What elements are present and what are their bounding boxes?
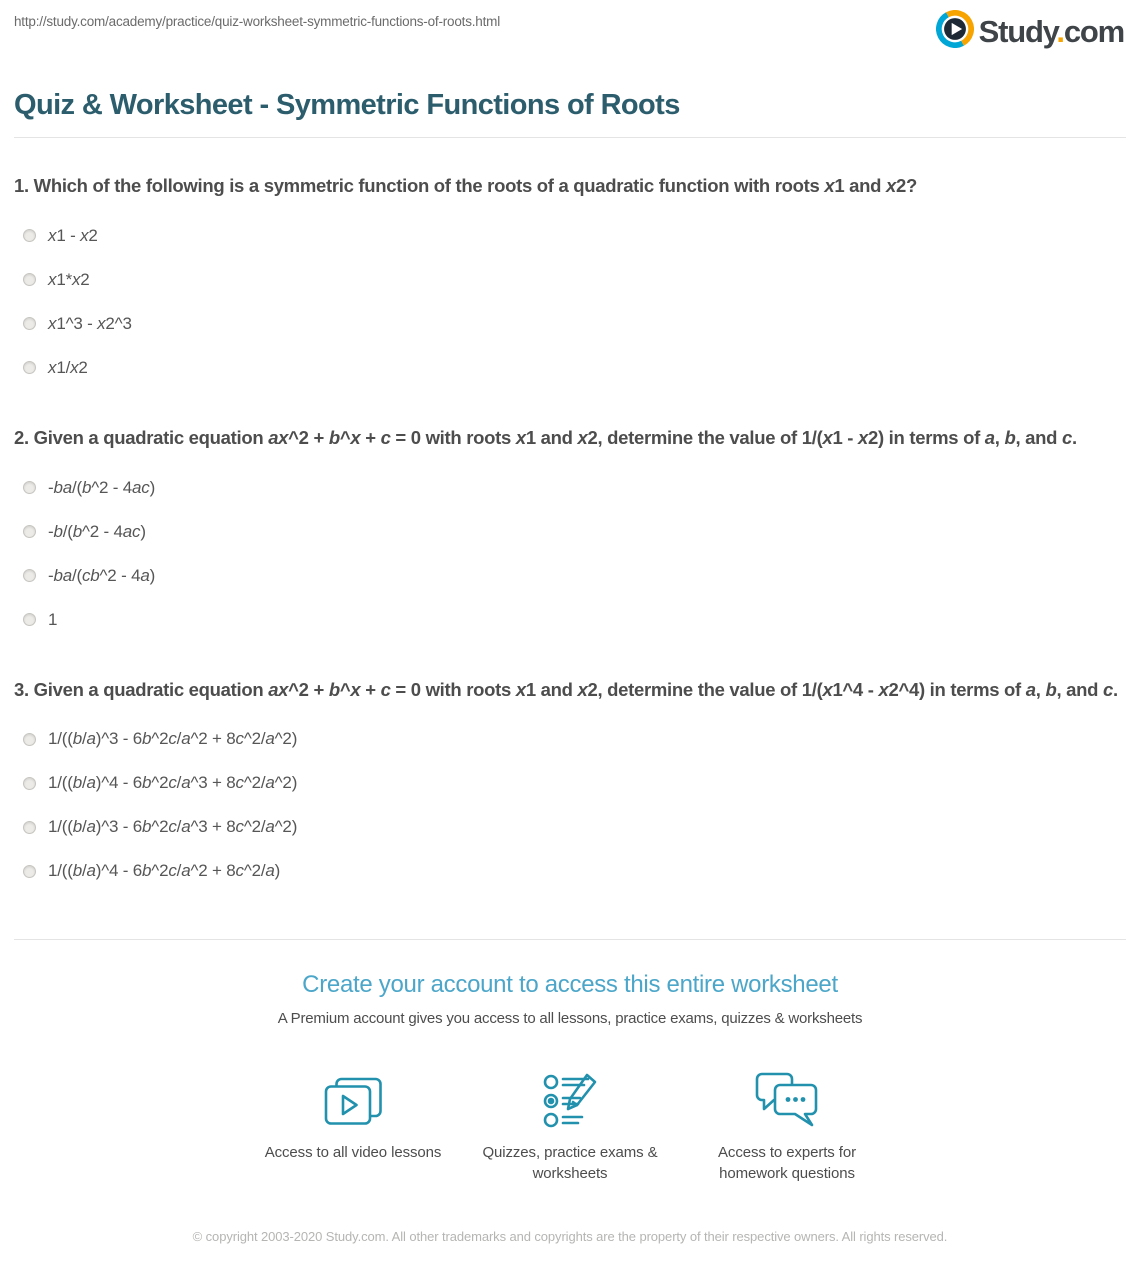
answer-option[interactable] — [23, 761, 1126, 805]
radio-button[interactable] — [23, 273, 36, 286]
chat-experts-icon — [755, 1071, 819, 1129]
answer-option[interactable] — [23, 849, 1126, 893]
studycom-logo[interactable] — [936, 10, 1124, 53]
answer-option-label: x1^3 - x2^3 — [48, 313, 132, 333]
answer-option-label: -ba/(cb^2 - 4a) — [48, 565, 156, 585]
radio-button[interactable] — [23, 481, 36, 494]
video-lessons-icon — [324, 1071, 382, 1129]
answer-option-label: 1/((b/a)^4 - 6b^2c/a^3 + 8c^2/a^2) — [48, 773, 298, 793]
answer-option[interactable] — [23, 258, 1126, 302]
answer-option[interactable] — [23, 466, 1126, 510]
answer-option[interactable] — [23, 598, 1126, 642]
radio-button[interactable] — [23, 317, 36, 330]
radio-button[interactable] — [23, 569, 36, 582]
answer-option[interactable] — [23, 554, 1126, 598]
radio-button[interactable] — [23, 361, 36, 374]
feature-video-lessons — [245, 1071, 462, 1184]
answer-option-label: 1/((b/a)^3 - 6b^2c/a^3 + 8c^2/a^2) — [48, 817, 298, 837]
answer-option-label: -b/(b^2 - 4ac) — [48, 521, 146, 541]
page-url: http://study.com/academy/practice/quiz-worksheet-symmetric-functions-of-roots.html — [14, 14, 501, 29]
divider — [14, 137, 1126, 138]
question-1-prompt: 1. Which of the following is a symmetric function of the roots of a quadratic function with roots x1 and x2? — [14, 175, 917, 196]
header — [0, 0, 1140, 53]
answer-option-label: x1 - x2 — [48, 225, 98, 245]
feature-quizzes-worksheets — [462, 1071, 679, 1184]
radio-button[interactable] — [23, 525, 36, 538]
divider — [14, 939, 1126, 940]
question-2 — [14, 424, 1126, 642]
answer-option[interactable] — [23, 805, 1126, 849]
page-title: Quiz & Worksheet - Symmetric Functions of Roots — [14, 89, 680, 121]
signup-heading: Create your account to access this entire worksheet — [302, 971, 838, 999]
answer-option[interactable] — [23, 214, 1126, 258]
radio-button[interactable] — [23, 777, 36, 790]
logo-wordmark: Study.com — [978, 14, 1124, 49]
copyright-notice: © copyright 2003-2020 Study.com. All other trademarks and copyrights are the property of their respective owners. All rights reserved. — [192, 1229, 948, 1245]
radio-button[interactable] — [23, 613, 36, 626]
answer-option-label: x1*x2 — [48, 269, 90, 289]
answer-option[interactable] — [23, 717, 1126, 761]
answer-option-label: -ba/(b^2 - 4ac) — [48, 477, 156, 497]
features-row — [0, 1071, 1140, 1184]
radio-button[interactable] — [23, 865, 36, 878]
question-2-prompt: 2. Given a quadratic equation ax^2 + b^x + c = 0 with roots x1 and x2, determine the value of 1/(x1 - x2) in terms of a, b, and c. — [14, 426, 1077, 448]
question-3 — [14, 676, 1126, 894]
feature-homework-experts — [679, 1071, 896, 1184]
answer-option-label: 1/((b/a)^4 - 6b^2c/a^2 + 8c^2/a) — [48, 861, 281, 881]
feature-label: Access to experts for homework questions — [718, 1144, 856, 1183]
radio-button[interactable] — [23, 821, 36, 834]
signup-subheading: A Premium account gives you access to all lessons, practice exams, quizzes & worksheets — [277, 1010, 863, 1028]
question-1-options — [14, 214, 1126, 390]
signup-section — [0, 971, 1140, 1184]
question-3-prompt: 3. Given a quadratic equation ax^2 + b^x + c = 0 with roots x1 and x2, determine the value of 1/(x1^4 - x2^4) in terms of a, b, and c. — [14, 678, 1118, 700]
answer-option-label: x1/x2 — [48, 357, 88, 377]
feature-label: Quizzes, practice exams & worksheets — [482, 1144, 658, 1183]
question-3-options — [14, 717, 1126, 893]
feature-label: Access to all video lessons — [264, 1144, 442, 1162]
quiz-worksheet-icon — [542, 1071, 598, 1129]
radio-button[interactable] — [23, 229, 36, 242]
question-1 — [14, 172, 1126, 390]
answer-option[interactable] — [23, 302, 1126, 346]
question-2-options — [14, 466, 1126, 642]
studycom-play-icon — [936, 10, 974, 53]
quiz-body — [0, 172, 1140, 939]
answer-option[interactable] — [23, 510, 1126, 554]
answer-option[interactable] — [23, 346, 1126, 390]
logo-dot: . — [1056, 14, 1064, 49]
radio-button[interactable] — [23, 733, 36, 746]
answer-option-label: 1/((b/a)^3 - 6b^2c/a^2 + 8c^2/a^2) — [48, 729, 298, 749]
answer-option-label: 1 — [48, 609, 58, 629]
